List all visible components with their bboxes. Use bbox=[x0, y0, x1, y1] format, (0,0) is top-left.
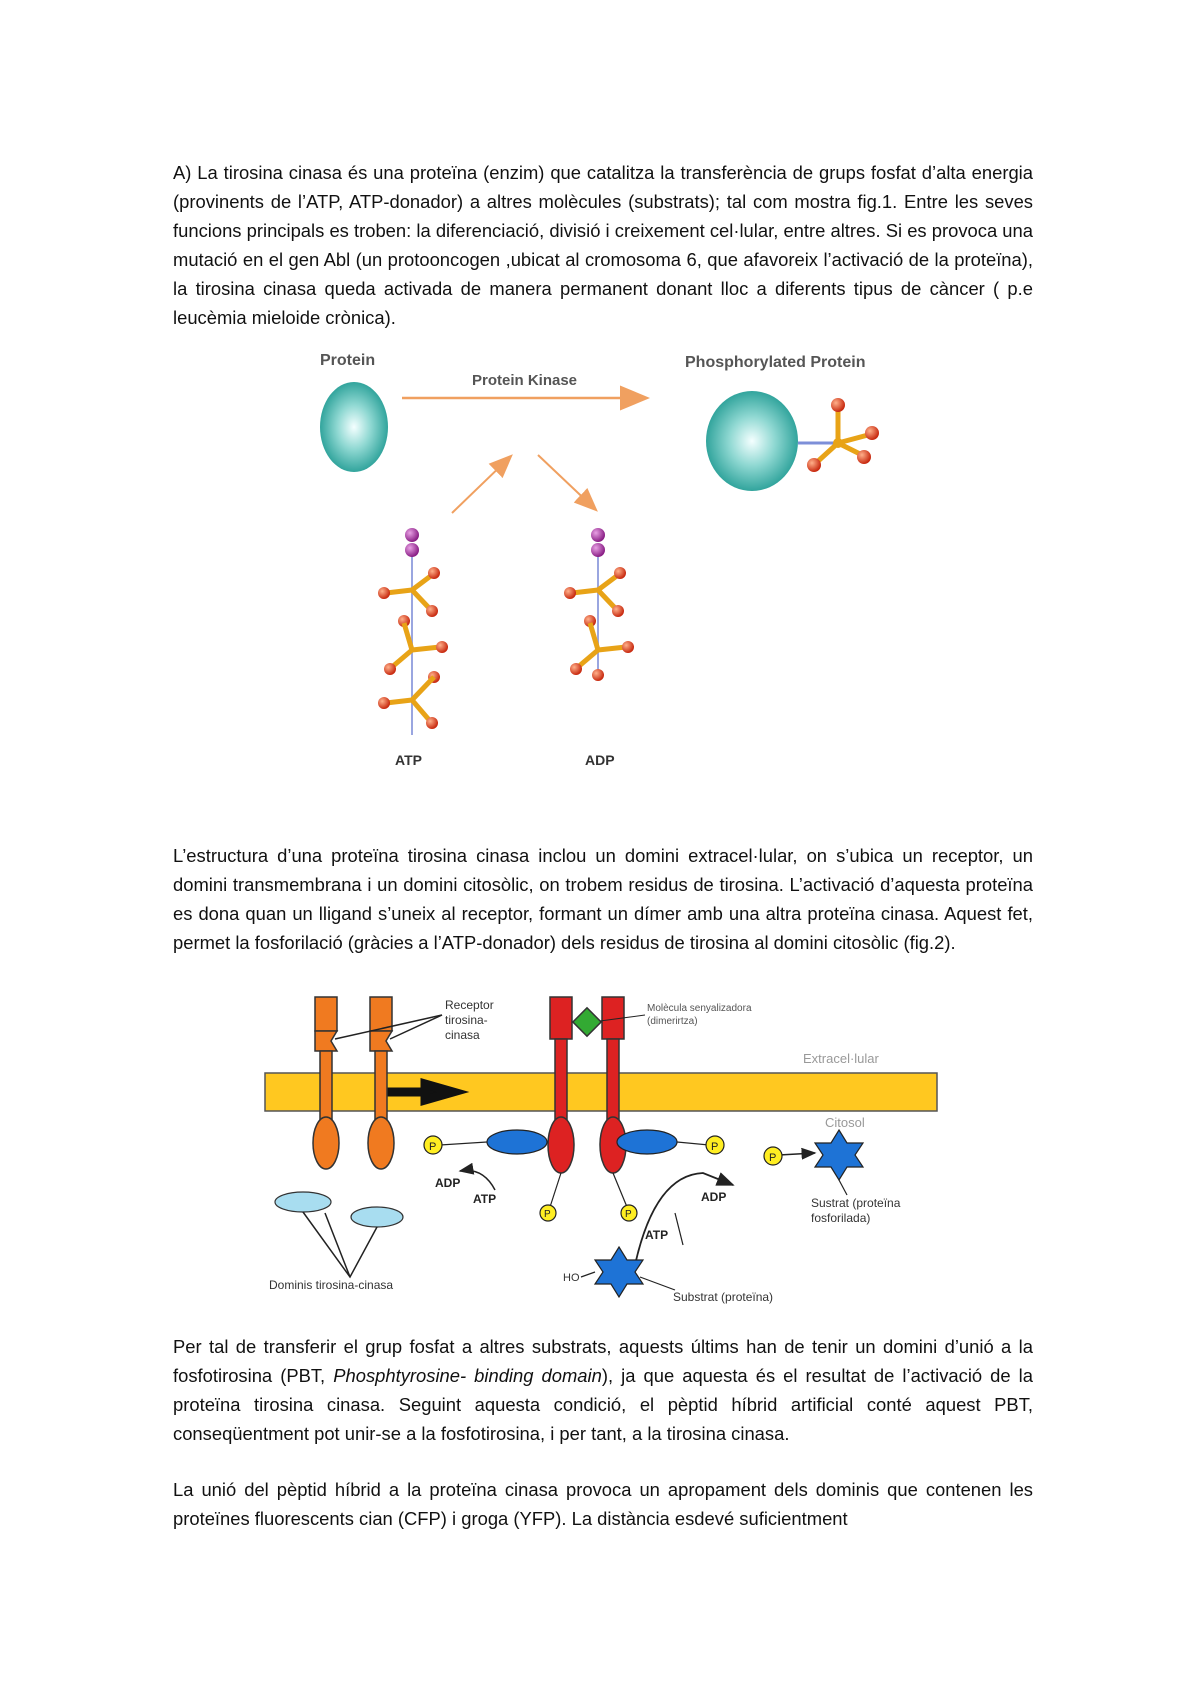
paragraph-italic: Phosphtyrosine- binding domain bbox=[333, 1365, 602, 1387]
adp-molecule bbox=[564, 528, 634, 681]
atp-label-left: ATP bbox=[473, 1192, 497, 1206]
atp-molecule bbox=[378, 528, 448, 735]
paragraph-text: La unió del pèptid híbrid a la proteïna cinasa provoca un apropament dels dominis que contenen les proteïnes fluorescents cian (CFP) i groga (YFP). La distància esdevé suficientment bbox=[173, 1479, 1033, 1530]
phosphorylated-protein-shape bbox=[706, 391, 798, 491]
cell-membrane bbox=[265, 1073, 937, 1111]
paragraph-text: L’estructura d’una proteïna tirosina cinasa inclou un domini extracel·lular, on s’ubica un receptor, un domini transmembrana i un domini citosòlic, on trobem residus de tirosina. L’activació d’aquesta proteïna es dona quan un lligand s’uneix al receptor, formant un dímer amb una altra proteïna cinasa. Aquest fet, permet la fosforilació (gràcies a l’ATP-donador) dels residus de tirosina al domini citosòlic (fig.2). bbox=[173, 845, 1033, 954]
substrate-phosphorylation-arrow bbox=[635, 1173, 733, 1265]
phosphate-letter: P bbox=[544, 1209, 551, 1220]
phosphate-badge bbox=[424, 1136, 487, 1154]
extracellular-label: Extracel·lular bbox=[803, 1051, 879, 1066]
ho-label: HO bbox=[563, 1272, 580, 1284]
signal-molecule-label-line: Molècula senyalizadora bbox=[647, 1003, 752, 1014]
atp-label-right: ATP bbox=[645, 1228, 669, 1242]
kinase-domain-left bbox=[275, 1192, 331, 1212]
phosphorylated-protein-label: Phosphorylated Protein bbox=[685, 354, 866, 371]
kinase-domain-active-right bbox=[617, 1130, 677, 1154]
phosphate-badge bbox=[677, 1136, 724, 1154]
substrate-phosphorylated-line: fosforilada) bbox=[811, 1211, 871, 1225]
phosphate-badge bbox=[613, 1173, 637, 1221]
substrate-label: Substrat (proteïna) bbox=[673, 1290, 774, 1304]
paragraph-text: Per tal de transferir el grup fosfat a altres substrats, aquests últims han de tenir un domini d’unió a la fosfotirosina (PBT, bbox=[173, 1336, 1033, 1387]
paragraph-substrates bbox=[173, 1332, 1033, 1448]
protein-label: Protein bbox=[320, 352, 376, 369]
signal-molecule bbox=[573, 1008, 601, 1036]
paragraph-text: ), ja que aquesta és el resultat de l’activació de la proteïna tirosina cinasa. Seguint aquesta condició, el pèptid híbrid artificial conté aquest PBT, conseqüentment pot unir-se a la fosfotirosina, i per tant, a la tirosina cinasa. bbox=[173, 1365, 1033, 1445]
receptor-label bbox=[445, 998, 494, 1042]
phosphate-group bbox=[798, 398, 879, 472]
paragraph-fluorescence bbox=[173, 1475, 1033, 1533]
signal-molecule-label bbox=[647, 1003, 752, 1027]
substrate-phosphorylated-line: Sustrat (proteïna bbox=[811, 1196, 901, 1210]
phosphate-letter: P bbox=[625, 1209, 632, 1220]
adp-label-right: ADP bbox=[701, 1190, 727, 1204]
atp-label: ATP bbox=[395, 752, 422, 768]
protein-kinase-label: Protein Kinase bbox=[472, 372, 578, 389]
substrate-phosphorylated-label bbox=[811, 1196, 901, 1225]
figure-protein-kinase bbox=[300, 345, 920, 780]
receptor-label-line: Receptor bbox=[445, 998, 494, 1012]
phosphate-letter: P bbox=[769, 1152, 777, 1164]
signal-molecule-label-line: (dimerirtza) bbox=[647, 1016, 698, 1027]
cytosol-label: Citosol bbox=[825, 1115, 865, 1130]
phosphate-letter: P bbox=[429, 1141, 437, 1153]
paragraph-text: A) La tirosina cinasa és una proteïna (enzim) que catalitza la transferència de grups fosfat d’alta energia (provinents de l’ATP, ATP-donador) a altres molècules (substrats); tal com mostra fig.1. Entre les seves funcions principals es troben: la diferenciació, divisió i creixement cel·lular, entre altres. Si es provoca una mutació en el gen Abl (un protooncogen ,ubicat al cromosoma 6, que afavoreix l’activació de la proteïna), la tirosina cinasa queda activada de manera permanent donant lloc a diferents tipus de càncer ( p.e leucèmia mieloide crònica). bbox=[173, 162, 1033, 329]
atp-arrow bbox=[452, 457, 510, 513]
phosphate-badge bbox=[540, 1173, 561, 1221]
figure-receptor-tyrosine-kinase bbox=[255, 995, 955, 1307]
phosphorylated-substrate bbox=[764, 1130, 863, 1195]
adp-arrow bbox=[538, 455, 595, 509]
kinase-domain-right bbox=[351, 1207, 403, 1227]
kinase-domain-active-left bbox=[487, 1130, 547, 1154]
protein-shape bbox=[320, 382, 388, 472]
adp-label: ADP bbox=[585, 752, 615, 768]
atp-adp-curve-left bbox=[460, 1170, 495, 1190]
phosphate-letter: P bbox=[711, 1141, 719, 1153]
kinase-domains-label: Dominis tirosina-cinasa bbox=[269, 1278, 394, 1292]
receptor-label-line: tirosina- bbox=[445, 1013, 488, 1027]
substrate bbox=[581, 1247, 675, 1297]
adp-label-left: ADP bbox=[435, 1176, 461, 1190]
paragraph-intro bbox=[173, 158, 1033, 332]
paragraph-structure bbox=[173, 841, 1033, 957]
receptor-label-line: cinasa bbox=[445, 1028, 480, 1042]
